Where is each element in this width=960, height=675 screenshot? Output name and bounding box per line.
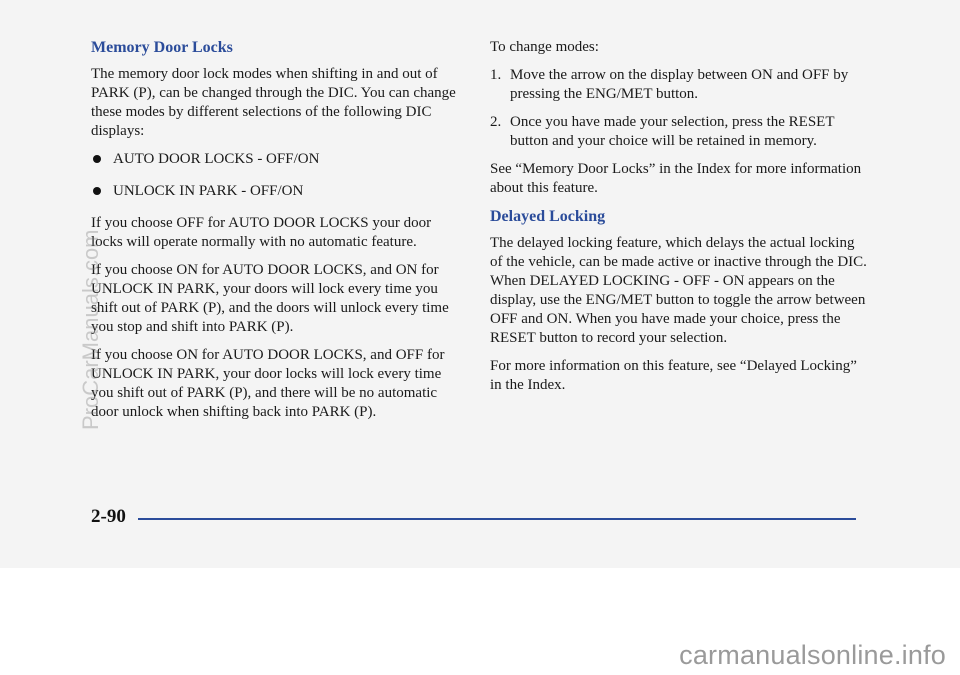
right-column (490, 38, 870, 404)
vertical-watermark: ProCarManuals.com (78, 229, 103, 430)
step-text: Once you have made your selection, press the RESET button and your choice will be retained in memory. (510, 114, 835, 149)
list-item-label: AUTO DOOR LOCKS - OFF/ON (113, 151, 320, 167)
left-column (91, 38, 461, 431)
step-text: Move the arrow on the display between ON and OFF by pressing the ENG/MET button. (510, 67, 849, 102)
bullet-icon (93, 155, 101, 163)
paragraph-off-auto-locks: If you choose OFF for AUTO DOOR LOCKS your door locks will operate normally with no automatic feature. (91, 215, 432, 250)
paragraph-on-on: If you choose ON for AUTO DOOR LOCKS, and ON for UNLOCK IN PARK, your doors will lock every time you shift out of PARK (P), and the doors will unlock every time you stop and shift into PARK (P). (91, 262, 449, 335)
list-item-label: UNLOCK IN PARK - OFF/ON (113, 183, 304, 199)
steps-list (490, 66, 870, 151)
list-item (490, 66, 870, 104)
step-number: 1. (490, 67, 502, 83)
intro-paragraph: The memory door lock modes when shifting in and out of PARK (P), can be changed through the DIC. You can change these modes by different selections of the following DIC displays: (91, 66, 456, 139)
footer-rule (138, 518, 856, 520)
more-info-paragraph: For more information on this feature, see “Delayed Locking” in the Index. (490, 358, 857, 393)
list-item (91, 182, 461, 201)
heading-memory-door-locks: Memory Door Locks (91, 39, 233, 56)
see-also-paragraph: See “Memory Door Locks” in the Index for more information about this feature. (490, 161, 862, 196)
list-item (490, 113, 870, 151)
delayed-locking-paragraph: The delayed locking feature, which delays the actual locking of the vehicle, can be made active or inactive through the DIC. When DELAYED LOCKING - OFF - ON appears on the display, use the ENG/MET button to toggle the arrow between OFF and ON. When you have made your choice, press the RESET button to record your selection. (490, 235, 867, 346)
page-number: 2-90 (91, 506, 126, 527)
step-number: 2. (490, 114, 502, 130)
paragraph-on-off: If you choose ON for AUTO DOOR LOCKS, and OFF for UNLOCK IN PARK, your door locks will lock every time you shift out of PARK (P), and there will be no automatic door unlock when shifting back into PARK (P). (91, 347, 445, 420)
list-item (91, 150, 461, 169)
change-modes-intro: To change modes: (490, 39, 599, 55)
dic-display-list (91, 150, 461, 201)
site-watermark: carmanualsonline.info (679, 640, 946, 670)
heading-delayed-locking: Delayed Locking (490, 208, 606, 225)
bullet-icon (93, 187, 101, 195)
